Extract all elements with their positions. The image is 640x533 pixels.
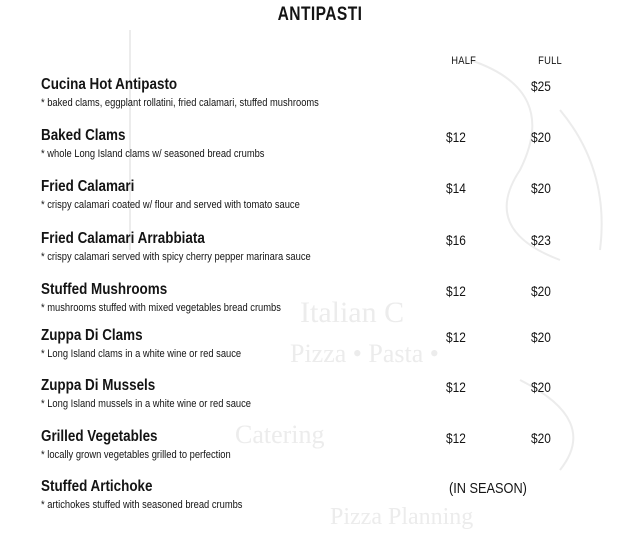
half-column-header: HALF: [451, 55, 477, 67]
item-name: Cucina Hot Antipasto: [41, 76, 178, 93]
price-half: $12: [446, 379, 466, 395]
menu-section-title: ANTIPASTI: [277, 4, 363, 25]
item-name: Zuppa Di Mussels: [41, 377, 156, 394]
price-full: $20: [531, 180, 551, 196]
item-name: Fried Calamari: [41, 178, 135, 195]
menu-item-stuffed-artichoke: [41, 478, 621, 522]
item-description: * locally grown vegetables grilled to perfection: [41, 449, 231, 461]
item-description: * baked clams, eggplant rollatini, fried calamari, stuffed mushrooms: [41, 97, 319, 109]
price-full: $20: [531, 329, 551, 345]
svg-text:Catering: Catering: [235, 420, 325, 449]
item-name: Zuppa Di Clams: [41, 327, 143, 344]
svg-text:Pizza • Pasta •: Pizza • Pasta •: [290, 339, 439, 368]
item-description: * mushrooms stuffed with mixed vegetables bread crumbs: [41, 302, 281, 314]
item-description: * whole Long Island clams w/ seasoned bread crumbs: [41, 148, 265, 160]
item-name: Grilled Vegetables: [41, 428, 158, 445]
item-description: * crispy calamari served with spicy cherry pepper marinara sauce: [41, 251, 311, 263]
item-description: * artichokes stuffed with seasoned bread crumbs: [41, 499, 243, 511]
menu-item-stuffed-mushrooms: [41, 281, 621, 325]
menu-item-zuppa-di-clams: [41, 327, 621, 371]
menu-item-grilled-vegetables: [41, 428, 621, 472]
svg-text:Pizza Planning: Pizza Planning: [330, 504, 474, 530]
menu-item-zuppa-di-mussels: [41, 377, 621, 421]
item-name: Stuffed Artichoke: [41, 478, 153, 495]
menu-item-cucina-hot-antipasto: [41, 76, 621, 120]
price-full: $20: [531, 379, 551, 395]
full-column-header: FULL: [538, 55, 563, 67]
menu-item-baked-clams: [41, 127, 621, 171]
price-half: $12: [446, 430, 466, 446]
price-full: $23: [531, 232, 551, 248]
item-description: * Long Island clams in a white wine or red sauce: [41, 348, 242, 360]
item-name: Fried Calamari Arrabbiata: [41, 230, 205, 247]
season-note: (IN SEASON): [449, 480, 527, 497]
price-half: $16: [446, 232, 466, 248]
price-half: $12: [446, 283, 466, 299]
item-description: * Long Island mussels in a white wine or red sauce: [41, 398, 251, 410]
price-half: $14: [446, 180, 466, 196]
price-full: $20: [531, 129, 551, 145]
menu-item-fried-calamari: [41, 178, 621, 222]
price-full: $20: [531, 283, 551, 299]
item-description: * crispy calamari coated w/ flour and served with tomato sauce: [41, 199, 300, 211]
item-name: Stuffed Mushrooms: [41, 281, 168, 298]
price-full: $20: [531, 430, 551, 446]
item-name: Baked Clams: [41, 127, 126, 144]
price-half: $12: [446, 329, 466, 345]
price-half: $12: [446, 129, 466, 145]
price-full: $25: [531, 78, 551, 94]
svg-text:Italian C: Italian C: [300, 296, 405, 329]
menu-item-fried-calamari-arrabbiata: [41, 230, 621, 274]
